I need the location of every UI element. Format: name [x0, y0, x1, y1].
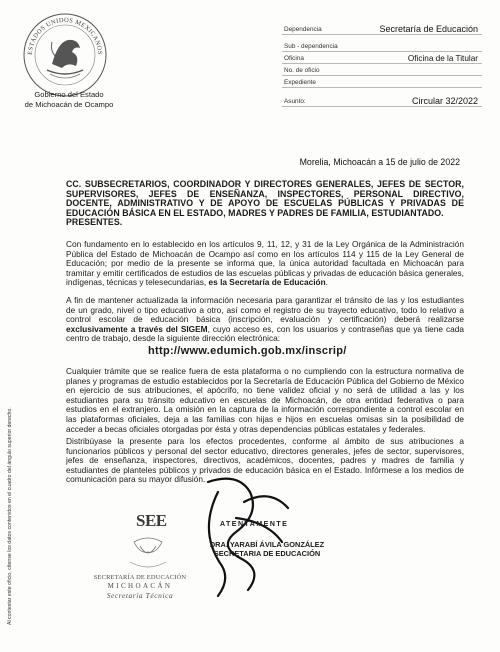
header-row-no-oficio	[282, 64, 482, 76]
paragraph-2-end: , cuyo acceso es, con los usuarios y contraseñas que ya tiene cada centro de trabajo, desde la siguiente dirección electrónica:	[66, 323, 464, 344]
header-row-expediente	[282, 76, 482, 88]
subdependencia-label: Sub - dependencia	[284, 43, 338, 50]
asunto-label: Asunto:	[284, 98, 306, 105]
closing: ATENTAMENTE	[220, 521, 289, 528]
header-row-subdependencia	[282, 35, 482, 52]
signatory-title: SECRETARIA DE EDUCACIÓN	[213, 548, 321, 558]
header-row-oficina	[282, 52, 482, 64]
government-name	[8, 90, 130, 109]
expediente-label: Expediente	[284, 79, 316, 86]
stamp-line1: SECRETARÍA DE EDUCACIÓN	[93, 574, 187, 581]
header-table	[282, 16, 482, 107]
paragraph-2-bold: exclusivamente a través del SIGEM	[66, 323, 208, 334]
paragraph-2-text: A fin de mantener actualizada la información necesaria para garantizar el tránsito de las y los estudiantes de un grado, nivel o tipo educativo a otro, así como el registro de su trayecto educativo, todo lo relativo a control escolar de educación básica (inscripción, evaluación y certificación) deberá realizarse	[66, 295, 464, 325]
paragraph-1	[66, 240, 464, 288]
stamp-line3: Secretaría Técnica	[106, 591, 174, 600]
oficina-label: Oficina	[284, 55, 304, 62]
asunto-value: Circular 32/2022	[411, 96, 478, 106]
addressee: CC. SUBSECRETARIOS, COORDINADOR Y DIRECTORES GENERALES, JEFES DE SECTOR, SUPERVISORES, JEFES DE ENSEÑANZA, INSPECTORES, PERSONAL DIRECTIVO, DOCENTE, ADMINISTRATIVO Y DE APOYO DE ESCUELAS PÚBLICAS Y PRIVADAS DE EDUCACIÓN BÁSICA EN EL ESTADO, MADRES Y PADRES DE FAMILIA, ESTUDIANTADO.	[66, 179, 464, 218]
paragraph-1-end: .	[325, 277, 328, 288]
dependencia-value: Secretaría de Educación	[379, 24, 478, 34]
paragraph-3: Cualquier trámite que se realice fuera de esta plataforma o no cumpliendo con la estructura normativa de planes y programas de estudio establecidos por la Secretaría de Educación Pública del Gobierno de México en ejercicio de sus atribuciones, el apócrifo, no tiene validez oficial y no será de utilidad a las y los estudiantes para su tránsito educativo en escuelas de Michoacán, de otra entidad federativa o para estudios en el extranjero. La omisión en la captura de la información correspondiente a control escolar en las plataformas oficiales, deja a las familias con hijas e hijos en escuelas omisas sin la posibilidad de acceder a becas oficiales otorgadas por ésta y otras dependencias públicas estatales y federales.	[66, 366, 464, 434]
addressee-block	[66, 180, 464, 228]
handwritten-signature	[178, 462, 298, 602]
header-row-dependencia	[282, 16, 482, 35]
stamp-number: SEE	[136, 511, 167, 530]
sigem-url-link[interactable]: http://www.edumich.gob.mx/inscrip/	[148, 345, 347, 357]
date-line: Morelia, Michoacán a 15 de julio de 2022	[299, 157, 460, 167]
oficina-value: Oficina de la Titular	[407, 54, 478, 63]
stamp-text	[84, 573, 196, 600]
dependencia-label: Dependencia	[284, 26, 322, 33]
side-note: Al contestar este oficio, cítense los datos contenidos en el cuadro del ángulo superior derecho.	[7, 407, 13, 625]
government-line1: Gobierno del Estado	[34, 90, 104, 99]
signatory-name: DRA. YARABÍ ÁVILA GONZÁLEZ	[209, 540, 325, 549]
header-row-asunto	[282, 88, 482, 107]
paragraph-2	[66, 296, 464, 344]
paragraph-1-text: Con fundamento en lo establecido en los artículos 9, 11, 12, y 31 de la Ley Orgánica de la Administración Pública del Estado de Michoacán de Ocampo así como en los artículos 114 y 115 de la Ley General de Educación; por medio de la presente se informa que, la única autoridad facultada en Michoacán para tramitar y emitir certificados de estudios de las escuelas públicas y privadas de educación básica generales, indígenas, técnicas y telesecundarias,	[66, 239, 464, 288]
government-line2: de Michoacán de Ocampo	[24, 99, 114, 109]
paragraph-4: Distribúyase la presente para los efectos procedentes, conforme al ámbito de sus atribuciones a funcionarios públicos y personal del sector educativo, directores generales, jefes de sector, supervisores, jefes de enseñanza, inspectores, directivos, académicos, docentes, padres y madres de familia y estudiantes de planteles públicos y privados de educación básica en el Estado. Infórmese a los medios de comunicación para su mayor difusión.	[66, 436, 464, 485]
paragraph-1-bold: es la Secretaría de Educación	[208, 277, 326, 288]
seal-text: ESTADOS UNIDOS MEXICANOS	[26, 16, 104, 56]
coat-of-arms-seal	[22, 12, 108, 98]
presentes: PRESENTES.	[66, 217, 123, 228]
signature-block	[206, 541, 328, 559]
no-oficio-label: No. de oficio	[284, 67, 320, 74]
stamp-line2: MICHOACÁN	[107, 582, 173, 590]
